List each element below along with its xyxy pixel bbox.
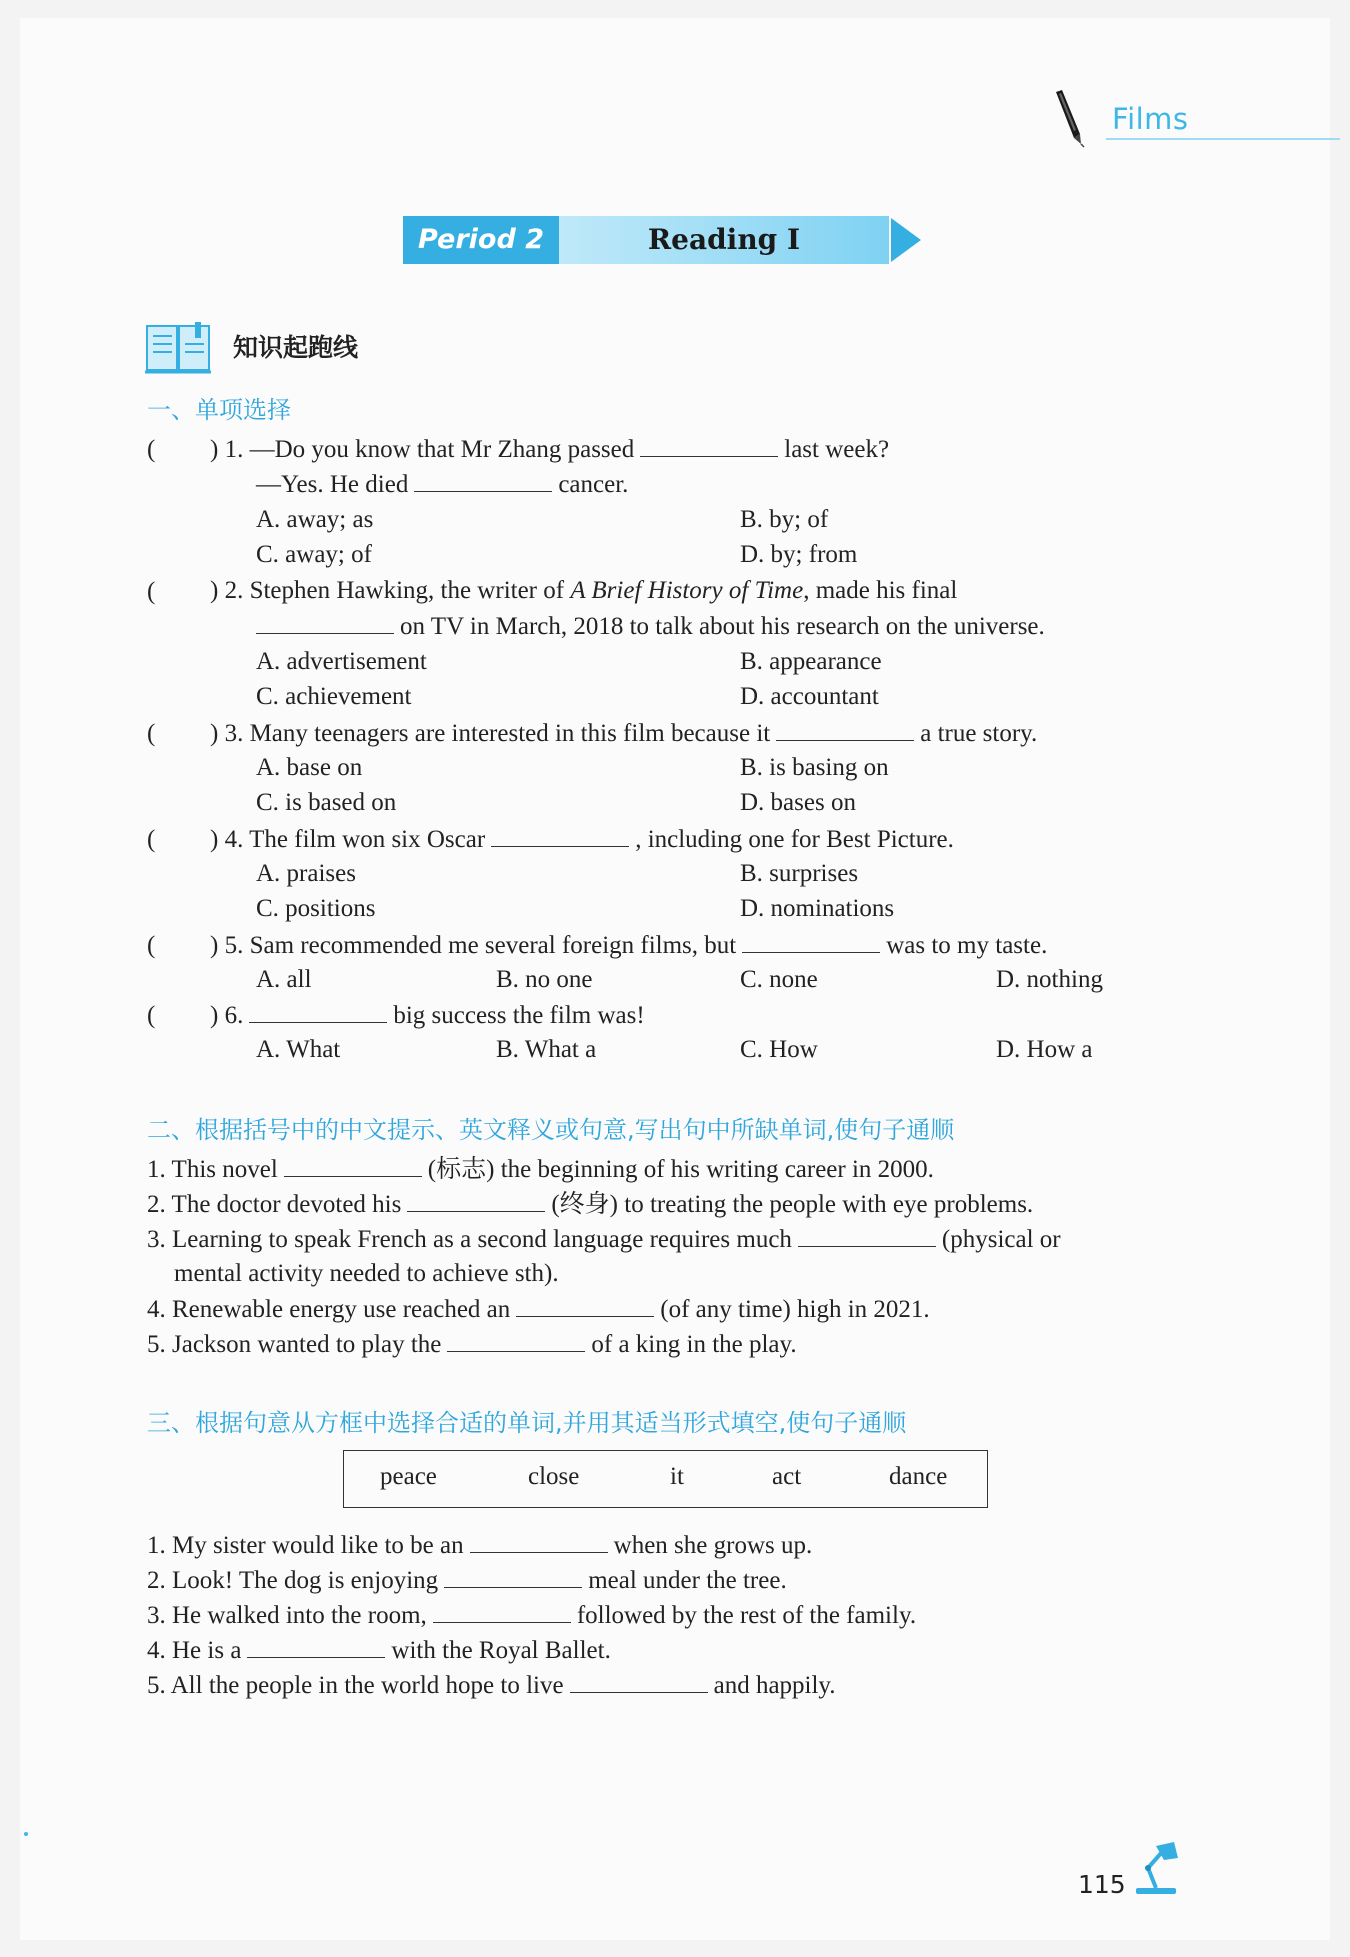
running-head-title: Films bbox=[1112, 102, 1189, 136]
q5-option-d: D. nothing bbox=[996, 966, 1103, 993]
q3-option-b: B. is basing on bbox=[740, 754, 889, 781]
page-number: 115 bbox=[1078, 1870, 1126, 1899]
section1-title: 一、单项选择 bbox=[147, 396, 291, 424]
answer-blank[interactable] bbox=[249, 1000, 387, 1023]
s2-item-3: 3. Learning to speak French as a second language requires much (physical or bbox=[147, 1226, 1061, 1253]
answer-blank[interactable] bbox=[433, 1600, 571, 1623]
q1-stem: ) 1. —Do you know that Mr Zhang passed bbox=[210, 436, 635, 463]
q2-after: , made his final bbox=[803, 577, 958, 604]
q3-option-d: D. bases on bbox=[740, 789, 856, 816]
running-head bbox=[1040, 88, 1340, 148]
book-icon bbox=[145, 320, 213, 376]
q1-option-d: D. by; from bbox=[740, 541, 858, 568]
q2-option-c: C. achievement bbox=[256, 683, 412, 710]
desk-lamp-icon bbox=[1128, 1838, 1188, 1898]
q4-line bbox=[210, 824, 954, 855]
q5-line bbox=[210, 930, 1047, 961]
q3-stem: ) 3. Many teenagers are interested in this film because it bbox=[210, 720, 771, 747]
answer-blank[interactable] bbox=[247, 1635, 385, 1658]
q1-line2 bbox=[256, 469, 628, 500]
q4-option-b: B. surprises bbox=[740, 860, 859, 887]
banner-title: Reading Ⅰ bbox=[559, 216, 889, 264]
q5-option-a: A. all bbox=[256, 966, 312, 993]
s3-item-5: 5. All the people in the world hope to live and happily. bbox=[147, 1672, 836, 1699]
s3-item-2: 2. Look! The dog is enjoying meal under the tree. bbox=[147, 1567, 787, 1594]
answer-paren: ( bbox=[147, 932, 156, 959]
section2-title: 二、根据括号中的中文提示、英文释义或句意,写出句中所缺单词,使句子通顺 bbox=[147, 1116, 955, 1144]
answer-blank[interactable] bbox=[491, 824, 629, 847]
word-option: it bbox=[670, 1463, 684, 1490]
q4-stem: ) 4. The film won six Oscar bbox=[210, 826, 486, 853]
s2-item-5: 5. Jackson wanted to play the of a king in the play. bbox=[147, 1331, 797, 1358]
q2-line2-after: on TV in March, 2018 to talk about his research on the universe. bbox=[400, 613, 1045, 640]
q6-option-b: B. What a bbox=[496, 1036, 597, 1063]
answer-paren: ( bbox=[147, 436, 156, 463]
answer-blank[interactable] bbox=[256, 611, 394, 634]
answer-paren: ( bbox=[147, 578, 156, 605]
answer-blank[interactable] bbox=[798, 1224, 936, 1247]
s3-item-1: 1. My sister would like to be an when she grows up. bbox=[147, 1532, 813, 1559]
q5-option-b: B. no one bbox=[496, 966, 593, 993]
q5-stem: ) 5. Sam recommended me several foreign films, but bbox=[210, 932, 737, 959]
q6-stem: ) 6. bbox=[210, 1002, 244, 1029]
head-rule bbox=[1106, 138, 1340, 140]
word-box bbox=[343, 1450, 988, 1508]
word-option: act bbox=[772, 1463, 802, 1490]
q6-option-d: D. How a bbox=[996, 1036, 1093, 1063]
knowledge-title: 知识起跑线 bbox=[233, 333, 359, 362]
q3-after: a true story. bbox=[920, 720, 1038, 747]
answer-blank[interactable] bbox=[470, 1530, 608, 1553]
answer-blank[interactable] bbox=[640, 434, 778, 457]
pen-icon bbox=[1048, 88, 1088, 148]
answer-paren: ( bbox=[147, 826, 156, 853]
q4-after: , including one for Best Picture. bbox=[635, 826, 954, 853]
q2-line bbox=[210, 576, 957, 606]
q1-line bbox=[210, 434, 889, 465]
q3-option-c: C. is based on bbox=[256, 789, 397, 816]
margin-dot bbox=[24, 1832, 28, 1836]
q2-stem: ) 2. Stephen Hawking, the writer of bbox=[210, 577, 571, 604]
q3-line bbox=[210, 718, 1037, 749]
q2-option-d: D. accountant bbox=[740, 683, 879, 710]
q4-option-c: C. positions bbox=[256, 895, 376, 922]
q3-option-a: A. base on bbox=[256, 754, 363, 781]
q1-line2-pre: —Yes. He died bbox=[256, 471, 409, 498]
q1-after: last week? bbox=[784, 436, 890, 463]
answer-paren: ( bbox=[147, 1002, 156, 1029]
q5-option-c: C. none bbox=[740, 966, 818, 993]
answer-blank[interactable] bbox=[414, 469, 552, 492]
q5-after: was to my taste. bbox=[886, 932, 1048, 959]
word-option: dance bbox=[889, 1463, 948, 1490]
answer-blank[interactable] bbox=[570, 1670, 708, 1693]
answer-blank[interactable] bbox=[776, 718, 914, 741]
q2-book-title: A Brief History of Time bbox=[570, 577, 804, 604]
s2-item-4: 4. Renewable energy use reached an (of any time) high in 2021. bbox=[147, 1296, 930, 1323]
q4-option-d: D. nominations bbox=[740, 895, 895, 922]
q6-option-a: A. What bbox=[256, 1036, 341, 1063]
banner-arrow-icon bbox=[891, 218, 921, 262]
q1-line2-after: cancer. bbox=[558, 471, 629, 498]
answer-blank[interactable] bbox=[516, 1294, 654, 1317]
q2-line2 bbox=[256, 611, 1045, 642]
answer-blank[interactable] bbox=[284, 1154, 422, 1177]
s2-item-1: 1. This novel (标志) the beginning of his writing career in 2000. bbox=[147, 1156, 934, 1183]
q2-option-b: B. appearance bbox=[740, 648, 882, 675]
section3-title: 三、根据句意从方框中选择合适的单词,并用其适当形式填空,使句子通顺 bbox=[147, 1409, 907, 1437]
q2-option-a: A. advertisement bbox=[256, 648, 427, 675]
q1-option-b: B. by; of bbox=[740, 506, 829, 533]
word-option: peace bbox=[380, 1463, 437, 1490]
s2-item-3-cont: mental activity needed to achieve sth). bbox=[174, 1260, 559, 1287]
q4-option-a: A. praises bbox=[256, 860, 356, 887]
q6-after: big success the film was! bbox=[393, 1002, 645, 1029]
q6-option-c: C. How bbox=[740, 1036, 818, 1063]
q1-option-a: A. away; as bbox=[256, 506, 374, 533]
s2-item-2: 2. The doctor devoted his (终身) to treating the people with eye problems. bbox=[147, 1191, 1034, 1218]
answer-blank[interactable] bbox=[742, 930, 880, 953]
answer-blank[interactable] bbox=[444, 1565, 582, 1588]
period-banner bbox=[403, 216, 923, 265]
answer-paren: ( bbox=[147, 720, 156, 747]
word-option: close bbox=[528, 1463, 580, 1490]
q6-line bbox=[210, 1000, 645, 1031]
s3-item-3: 3. He walked into the room, followed by the rest of the family. bbox=[147, 1602, 917, 1629]
banner-period: Period 2 bbox=[403, 216, 559, 264]
s3-item-4: 4. He is a with the Royal Ballet. bbox=[147, 1637, 611, 1664]
answer-blank[interactable] bbox=[407, 1189, 545, 1212]
answer-blank[interactable] bbox=[447, 1329, 585, 1352]
q1-option-c: C. away; of bbox=[256, 541, 372, 568]
